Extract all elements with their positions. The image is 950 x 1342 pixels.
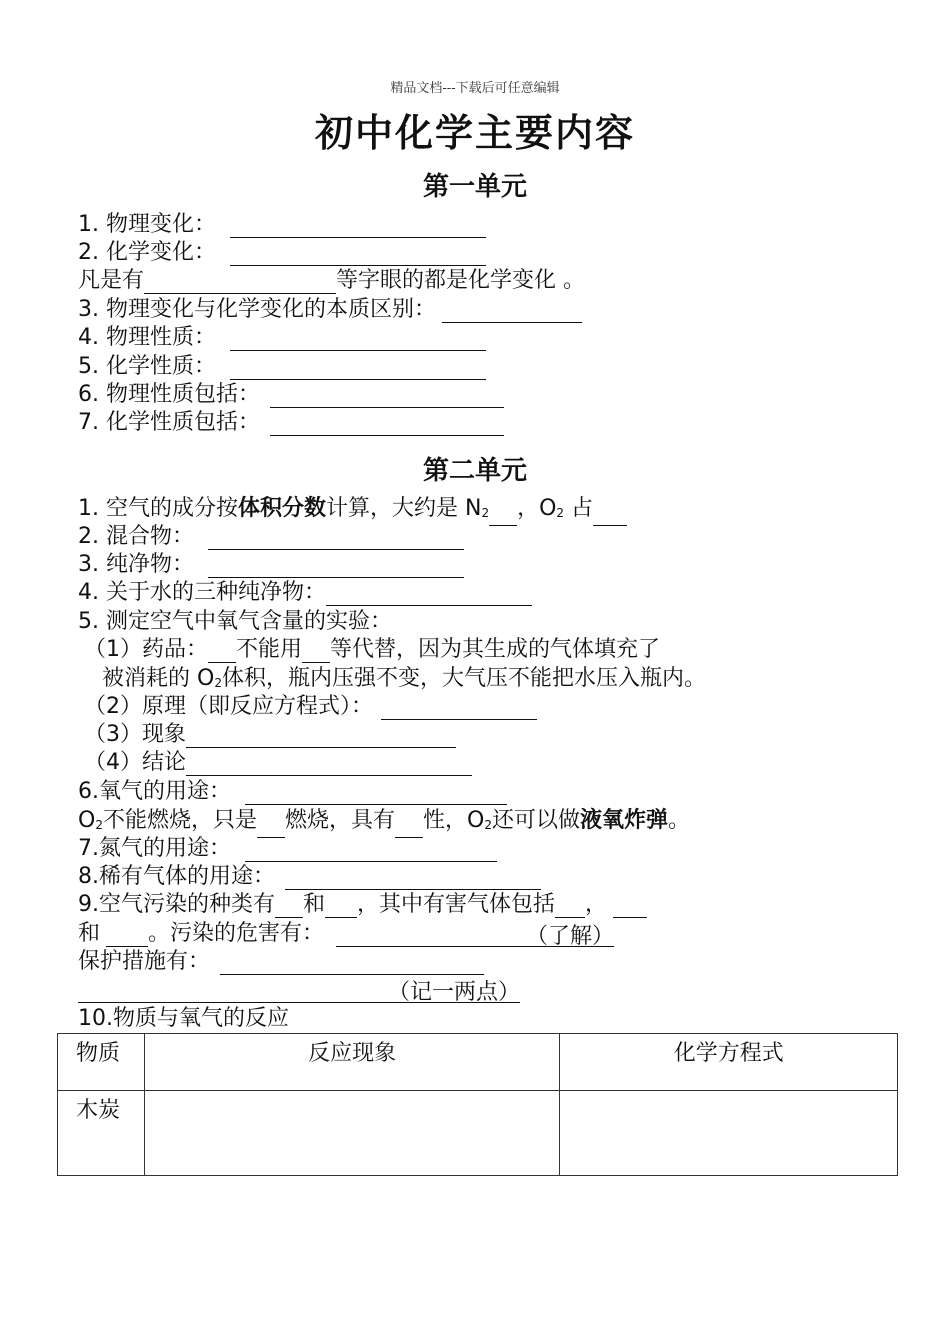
blank[interactable] [275,895,303,918]
blank[interactable] [489,503,517,526]
blank[interactable] [144,271,336,294]
blank[interactable] [555,895,585,918]
cell-phenomenon[interactable] [144,1091,559,1176]
unit2-item-5-4: （4）结论 [84,750,472,776]
blank[interactable] [230,243,486,266]
blank[interactable] [613,895,647,918]
blank[interactable] [302,640,330,663]
table-row [58,1091,898,1176]
blank[interactable]: （了解） [336,924,614,947]
unit2-item-5-1: （1）药品： 不能用 等代替，因为其生成的气体填充了 [84,637,661,662]
blank[interactable] [395,815,423,838]
blank[interactable] [245,839,497,862]
col-header-equation: 化学方程式 [560,1034,898,1091]
unit2-item-5: 5. 测定空气中氧气含量的实验： [78,609,392,634]
blank[interactable] [230,215,486,238]
unit1-item-1: 1. 物理变化： [78,212,486,238]
blank[interactable] [285,867,541,890]
unit1-item-keywords: 凡是有 等字眼的都是化学变化 。 [78,268,586,293]
unit2-item-5-3: （3）现象 [84,722,456,748]
unit1-heading: 第一单元 [422,172,527,202]
cell-equation[interactable] [560,1091,898,1176]
col-header-phenomenon: 反应现象 [144,1034,559,1091]
blank[interactable] [208,527,464,550]
blank[interactable] [325,895,357,918]
reaction-table [57,1033,898,1176]
unit2-item-7: 7.氮气的用途： [78,836,497,862]
blank[interactable] [230,328,486,351]
blank[interactable] [186,753,472,776]
blank[interactable] [186,725,456,748]
unit2-item-8: 8.稀有气体的用途： [78,864,541,890]
blank[interactable] [270,385,504,408]
table-header-row [58,1034,898,1091]
blank[interactable] [208,640,236,663]
unit2-item-1: 1. 空气的成分按体积分数计算，大约是 $N_2$ ，$O_2$ 占 [78,496,627,526]
blank[interactable] [230,357,486,380]
unit1-item-7: 7. 化学性质包括： [78,410,504,436]
blank[interactable] [208,555,464,578]
unit1-item-3: 3. 物理变化与化学变化的本质区别： [78,297,582,323]
blank[interactable] [257,815,285,838]
blank[interactable] [106,924,148,947]
unit2-item-9d [78,977,520,1003]
unit2-item-5-1b: 被消耗的 $O_2$体积，瓶内压强不变，大气压不能把水压入瓶内。 [102,666,706,691]
blank[interactable] [220,952,484,975]
unit2-heading: 第二单元 [422,456,527,486]
unit1-item-4: 4. 物理性质： [78,325,486,351]
blank[interactable] [442,300,582,323]
blank[interactable] [245,782,507,805]
unit1-item-2: 2. 化学变化： [78,240,486,266]
unit2-item-6: 6.氧气的用途： [78,779,507,805]
blank[interactable] [270,413,504,436]
page-title: 初中化学主要内容 [314,110,635,155]
col-header-substance: 物质 [58,1034,145,1091]
unit2-item-10: 10.物质与氧气的反应 [78,1006,289,1031]
blank[interactable] [326,583,532,606]
unit2-item-9c: 保护措施有： [78,949,484,975]
unit2-item-6b: $O_2$不能燃烧，只是 燃烧，具有 性，$O_2$还可以做液氧炸弹。 [78,808,690,838]
unit2-item-3: 3. 纯净物： [78,552,464,578]
cell-substance: 木炭 [58,1091,145,1176]
unit1-item-5: 5. 化学性质： [78,354,486,380]
page-header: 精品文档---下载后可任意编辑 [390,81,560,96]
blank[interactable]: （记一两点） [78,980,520,1003]
unit2-item-2: 2. 混合物： [78,524,464,550]
unit1-item-6: 6. 物理性质包括： [78,382,504,408]
unit2-item-9b: 和 。污染的危害有： （了解） [78,921,615,949]
unit2-item-9: 9.空气污染的种类有 和 ，其中有害气体包括 ， [78,892,647,918]
unit2-item-5-2: （2）原理（即反应方程式）： [84,694,537,720]
blank[interactable] [593,503,627,526]
unit2-item-4: 4. 关于水的三种纯净物： [78,580,532,606]
blank[interactable] [381,697,537,720]
